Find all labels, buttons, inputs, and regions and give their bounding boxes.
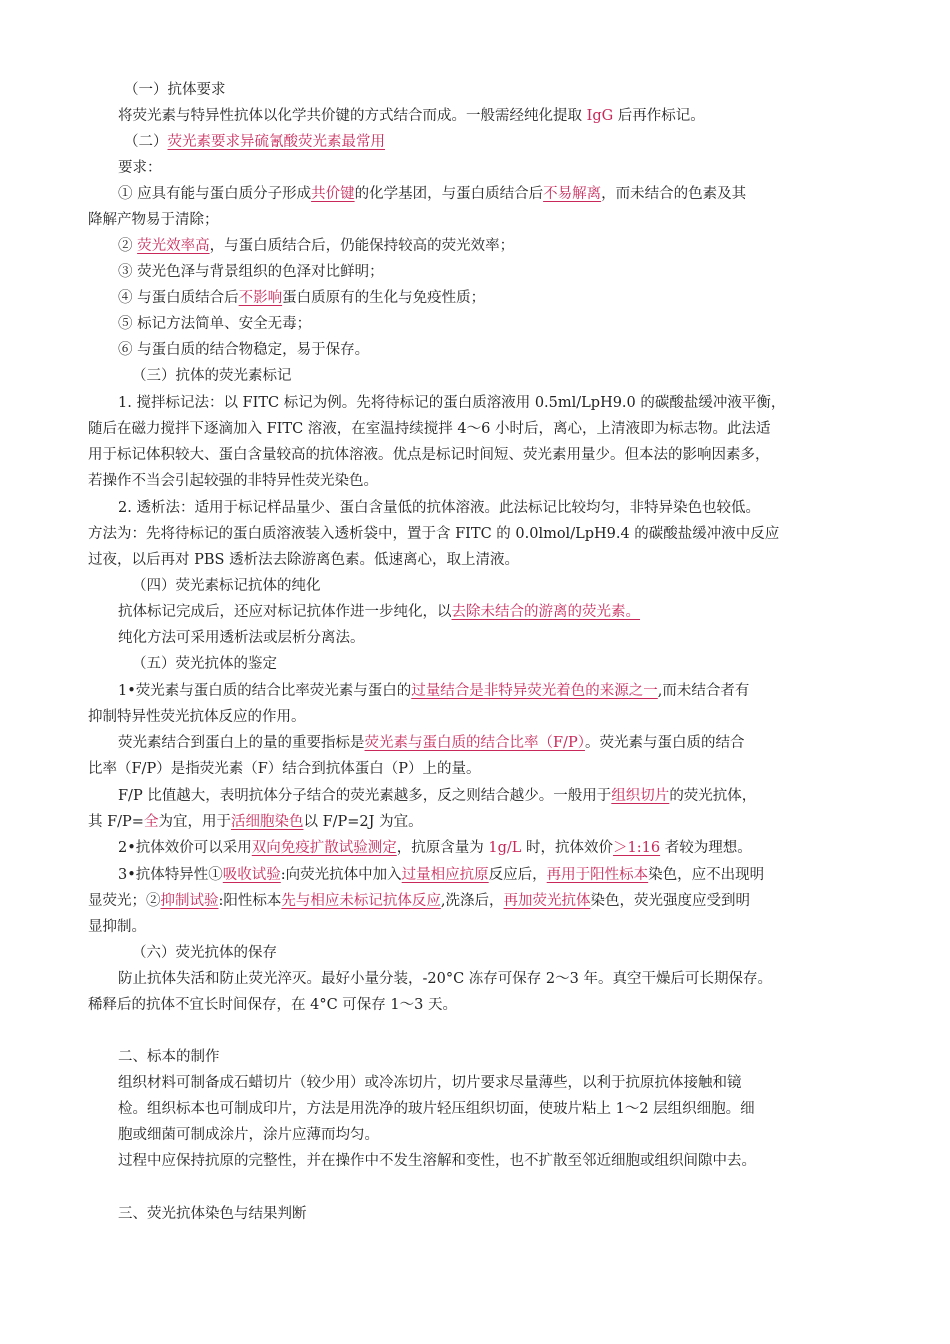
text-segment: 显荧光；② (88, 893, 161, 909)
text-segment: 降解产物易于清除； (88, 212, 219, 228)
text-line (88, 681, 749, 701)
text-segment: 1•荧光素与蛋白质的结合比率荧光素与蛋白的 (118, 683, 412, 699)
text-segment: 反应后， (488, 867, 547, 883)
text-line (88, 812, 423, 832)
text-segment: 稀释后的抗体不宜长时间保存，在 4°C 可保存 1～3 天。 (88, 997, 457, 1013)
text-segment: （五）荧光抗体的鉴定 (132, 656, 277, 672)
text-segment: 蛋白质原有的生化与免疫性质； (282, 290, 486, 306)
red-text: 全 (143, 814, 159, 830)
text-line (88, 1099, 755, 1119)
text-segment: 方法为：先将待标记的蛋白质溶液装入透析袋中，置于含 FITC 的 0.0lmol/LpH9.4 的碳酸盐缓冲液中反应 (88, 526, 780, 542)
highlighted-text: 双向免疫扩散试验测定 (251, 840, 397, 856)
text-segment: 三、荧光抗体染色与结果判断 (118, 1206, 307, 1222)
text-line (88, 132, 385, 152)
text-line (88, 891, 750, 911)
text-segment: 要求： (118, 160, 162, 176)
text-segment: 随后在磁力搅拌下逐滴加入 FITC 溶液，在室温持续搅拌 4～6 小时后，离心，上清液即为标志物。此法适 (88, 421, 771, 437)
highlighted-text: 过量结合是非特异荧光着色的来源之一 (411, 683, 658, 699)
text-segment: 2. 透析法：适用于标记样品量少、蛋白含量低的抗体溶液。此法标记比较均匀，非特异染色也较低。 (118, 500, 760, 516)
text-line (88, 654, 277, 674)
highlighted-text: 活细胞染色 (230, 814, 304, 830)
text-segment: 纯化方法可采用透析法或层析分离法。 (118, 630, 365, 646)
text-line (88, 1125, 379, 1145)
text-segment: 后再作标记。 (613, 108, 705, 124)
text-segment: ⑤ 标记方法简单、安全无毒； (118, 316, 312, 332)
text-line (88, 602, 640, 622)
highlighted-text: 荧光素要求异硫氰酸荧光素最常用 (167, 134, 385, 150)
text-line (88, 838, 752, 858)
text-segment: 用于标记体积较大、蛋白含量较高的抗体溶液。优点是标记时间短、荧光素用量少。但本法的影响因素多， (88, 447, 770, 463)
text-line (88, 393, 785, 413)
text-segment: ，抗原含量为 (396, 840, 489, 856)
highlighted-text: 不易解离 (543, 186, 602, 202)
text-line (88, 786, 756, 806)
text-segment: 者较为理想。 (660, 840, 752, 856)
text-segment: 胞或细菌可制成涂片，涂片应薄而均匀。 (118, 1127, 379, 1143)
text-segment: （六）荧光抗体的保存 (132, 945, 277, 961)
text-line (88, 628, 365, 648)
text-segment: 的化学基团，与蛋白质结合后 (354, 186, 544, 202)
text-segment: 抗体标记完成后，还应对标记抗体作进一步纯化，以 (118, 604, 452, 620)
text-line (88, 969, 772, 989)
text-line (88, 524, 779, 544)
text-segment: ,而未结合者有 (657, 683, 750, 699)
text-segment: 3•抗体特异性① (118, 867, 223, 883)
text-segment: 显抑制。 (88, 919, 146, 935)
red-text: IgG (586, 108, 614, 124)
highlighted-text: 再加荧光抗体 (503, 893, 591, 909)
text-segment: ③ 荧光色泽与背景组织的色泽对比鲜明； (118, 264, 384, 280)
text-segment: （三）抗体的荧光素标记 (132, 368, 292, 384)
text-segment: 比率（F/P）是指荧光素（F）结合到抗体蛋白（P）上的量。 (88, 761, 481, 777)
text-segment: 时，抗体效价 (521, 840, 614, 856)
text-line (88, 80, 226, 100)
text-line (88, 236, 514, 256)
highlighted-text: 吸收试验 (222, 867, 281, 883)
text-line (88, 262, 384, 282)
text-segment: 二、标本的制作 (118, 1049, 220, 1065)
text-segment: ⑥ 与蛋白质的结合物稳定，易于保存。 (118, 342, 370, 358)
text-segment: 1. 搅拌标记法：以 FITC 标记为例。先将待标记的蛋白质溶液用 0.5ml/LpH9.0 的碳酸盐缓冲液平衡， (118, 395, 786, 411)
text-line (88, 917, 146, 937)
highlighted-text: 过量相应抗原 (401, 867, 489, 883)
text-line (88, 1204, 307, 1224)
text-line (88, 314, 311, 334)
text-segment: 。荧光素与蛋白质的结合 (584, 735, 745, 751)
highlighted-text: 抑制试验 (160, 893, 219, 909)
text-line (88, 210, 219, 230)
text-segment: （四）荧光素标记抗体的纯化 (132, 578, 321, 594)
text-segment: 将荧光素与特异性抗体以化学共价键的方式结合而成。一般需经纯化提取 (118, 108, 587, 124)
text-line (88, 471, 378, 491)
text-segment: 为宜，用于 (158, 814, 231, 830)
text-segment: 其 F/P= (88, 814, 144, 830)
text-segment: 检。组织标本也可制成印片，方法是用洗净的玻片轻压组织切面，使玻片粘上 1～2 层组织细胞。细 (118, 1101, 755, 1117)
text-line (88, 707, 306, 727)
text-line (88, 158, 162, 178)
text-line (88, 419, 770, 439)
text-segment: 过程中应保持抗原的完整性，并在操作中不发生溶解和变性，也不扩散至邻近细胞或组织间隙中去。 (118, 1153, 756, 1169)
text-segment: 的荧光抗体， (669, 788, 757, 804)
text-segment: ④ 与蛋白质结合后 (118, 290, 239, 306)
text-segment: F/P 比值越大，表明抗体分子结合的荧光素越多，反之则结合越少。一般用于 (118, 788, 612, 804)
text-line (88, 288, 485, 308)
text-segment: 抑制特异性荧光抗体反应的作用。 (88, 709, 306, 725)
highlighted-text: 荧光素与蛋白质的结合比率（F/P） (364, 735, 585, 751)
text-line (88, 943, 277, 963)
text-segment: 染色，应不出现明 (648, 867, 765, 883)
text-line (88, 550, 519, 570)
highlighted-text: 荧光效率高 (137, 238, 210, 254)
text-line (88, 1073, 742, 1093)
highlighted-text: 再用于阳性标本 (546, 867, 649, 883)
text-segment: ，而未结合的色素及其 (601, 186, 747, 202)
highlighted-text: 不影响 (238, 290, 283, 306)
red-text: 1g/L (488, 840, 522, 856)
text-line (88, 759, 481, 779)
text-line (88, 340, 369, 360)
text-segment: 2•抗体效价可以采用 (118, 840, 252, 856)
text-segment: （二） (124, 134, 168, 150)
text-segment: 防止抗体失活和防止荧光淬灭。最好小量分装，-20°C 冻存可保存 2～3 年。真空干燥后可长期保存。 (118, 971, 772, 987)
text-segment: 若操作不当会引起较强的非特异性荧光染色。 (88, 473, 378, 489)
text-segment: 荧光素结合到蛋白上的量的重要指标是 (118, 735, 365, 751)
text-line (88, 184, 746, 204)
highlighted-text: 去除未结合的游离的荧光素。 (451, 604, 640, 620)
text-segment: ,洗涤后， (440, 893, 504, 909)
highlighted-text: 先与相应未标记抗体反应 (281, 893, 441, 909)
text-segment: 过夜，以后再对 PBS 透析法去除游离色素。低速离心，取上清液。 (88, 552, 520, 568)
text-segment: ① 应具有能与蛋白质分子形成 (118, 186, 312, 202)
highlighted-text: ＞1:16 (613, 840, 661, 856)
text-segment: 组织材料可制备成石蜡切片（较少用）或冷冻切片，切片要求尽量薄些，以利于抗原抗体接触和镜 (118, 1075, 742, 1091)
text-segment: 染色，荧光强度应受到明 (590, 893, 750, 909)
text-line (88, 445, 770, 465)
text-line (88, 576, 321, 596)
text-line (88, 865, 764, 885)
text-line (88, 366, 292, 386)
text-segment: （一）抗体要求 (124, 82, 226, 98)
text-line (88, 498, 760, 518)
text-segment: :阳性标本 (218, 893, 282, 909)
text-line (88, 733, 744, 753)
highlighted-text: 共价键 (311, 186, 355, 202)
text-line (88, 1151, 756, 1171)
text-line (88, 1047, 220, 1067)
text-line (88, 995, 457, 1015)
highlighted-text: 组织切片 (611, 788, 670, 804)
text-segment: ② (118, 238, 138, 254)
text-segment: :向荧光抗体中加入 (280, 867, 402, 883)
text-line (88, 106, 705, 126)
text-segment: ，与蛋白质结合后，仍能保持较高的荧光效率； (209, 238, 515, 254)
text-segment: 以 F/P=2J 为宜。 (303, 814, 423, 830)
